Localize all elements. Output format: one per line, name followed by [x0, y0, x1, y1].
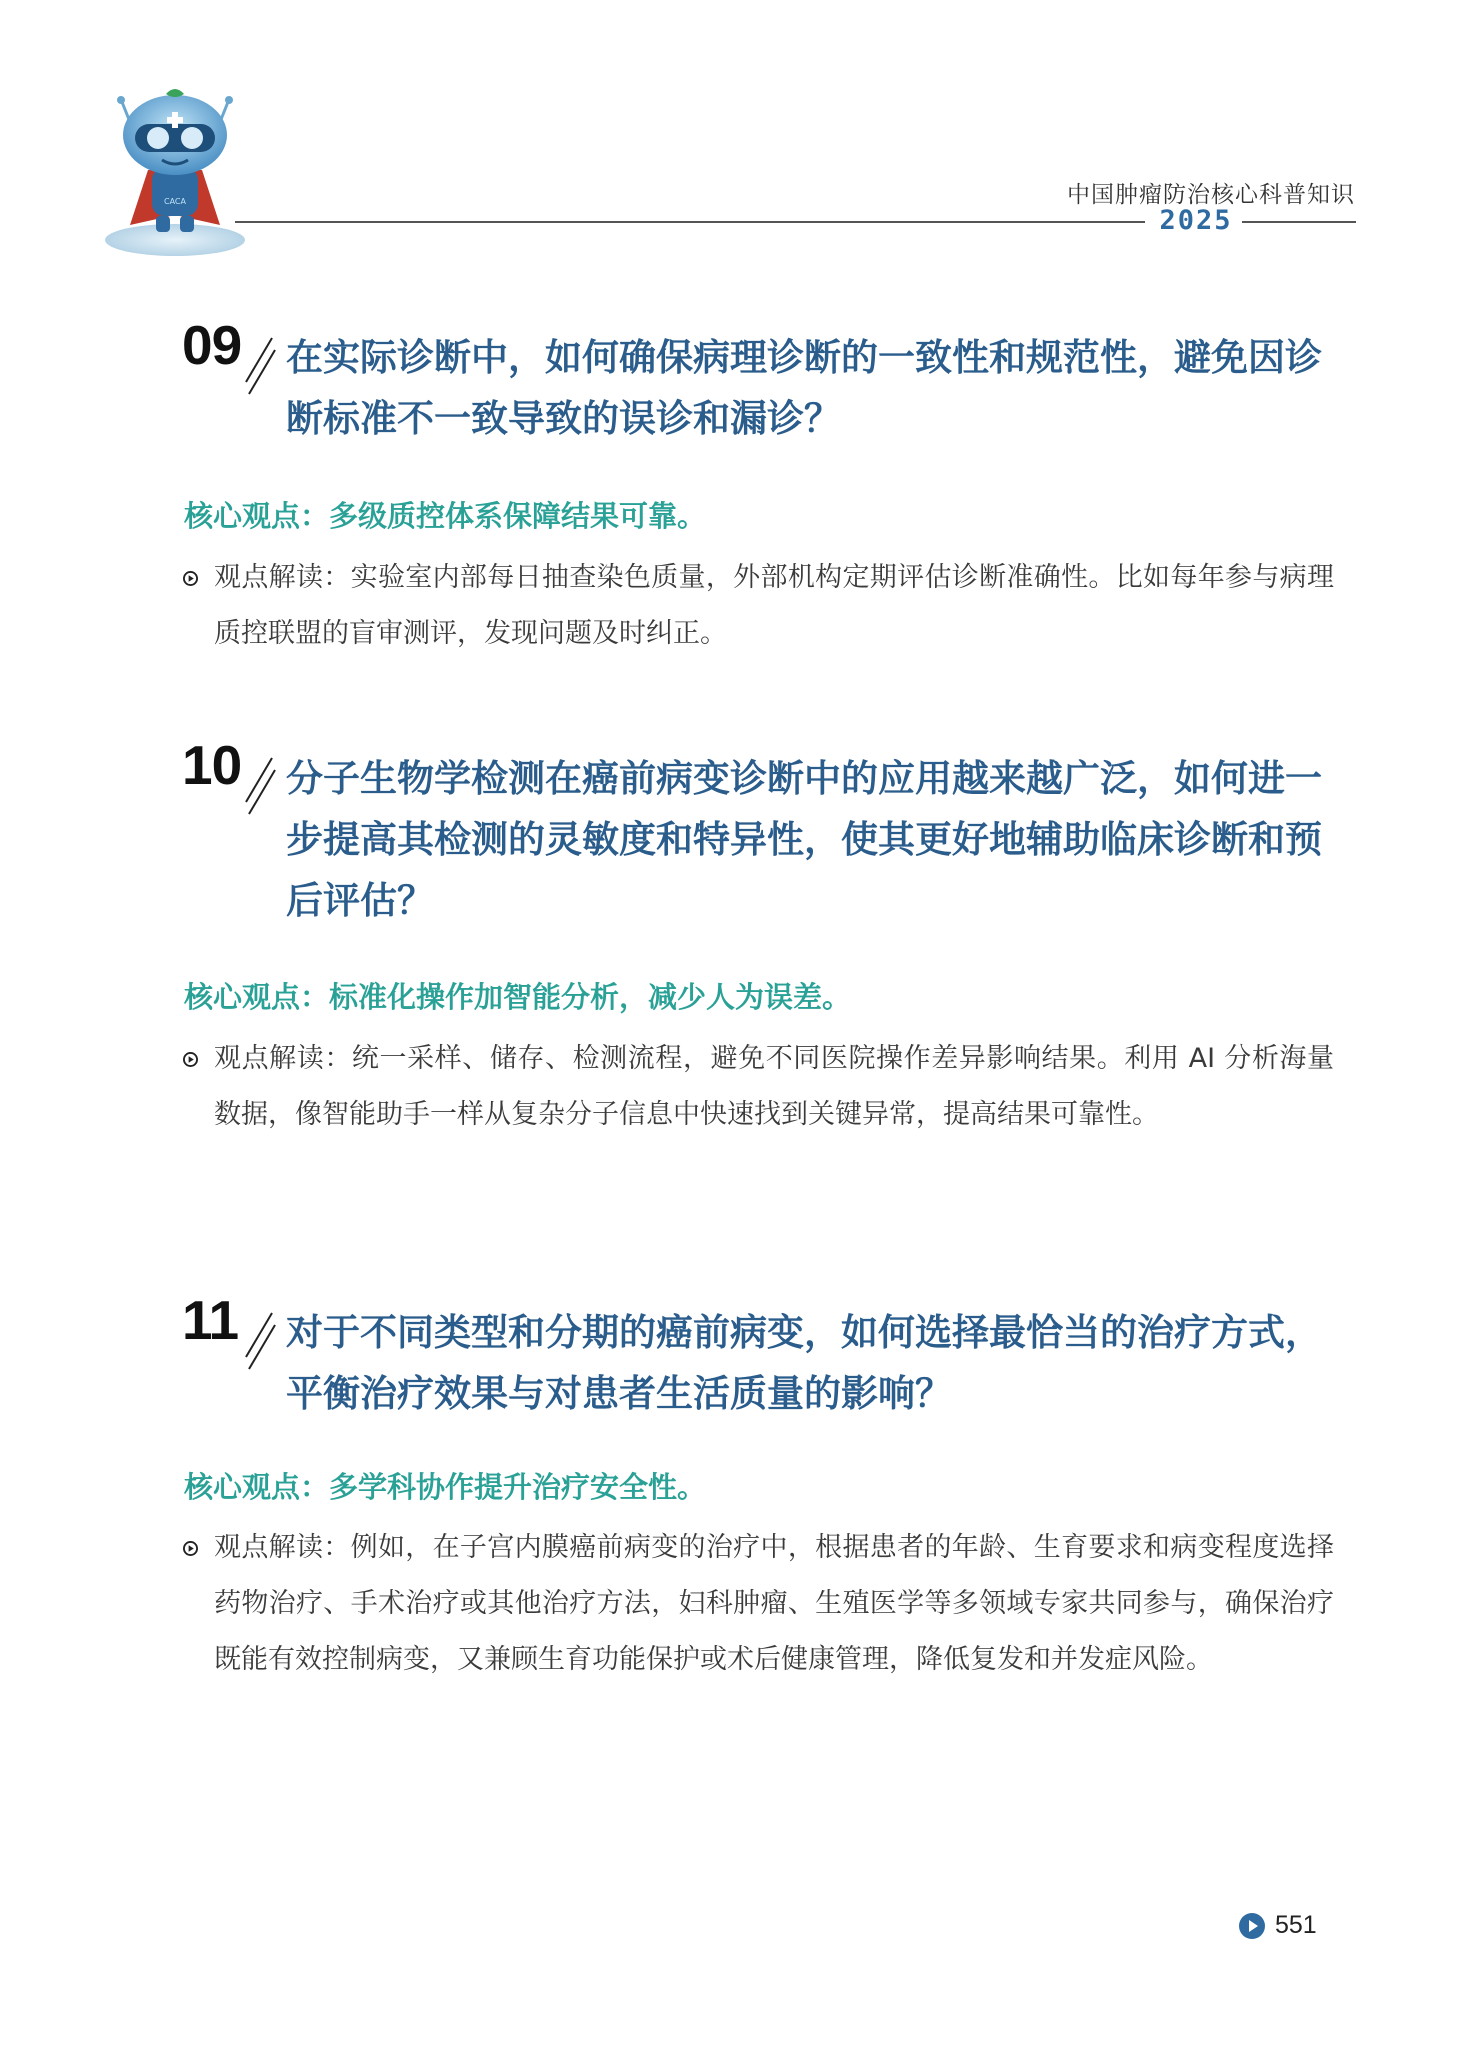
- page-number: 551: [1275, 1911, 1317, 1939]
- core-point: 核心观点：多级质控体系保障结果可靠。: [184, 499, 707, 533]
- interpretation-text: 观点解读：统一采样、储存、检测流程，避免不同医院操作差异影响结果。利用 AI 分析海量数据，像智能助手一样从复杂分子信息中快速找到关键异常，提高结果可靠性。: [214, 1043, 1334, 1130]
- svg-text:CACA: CACA: [164, 197, 186, 206]
- question-title: 对于不同类型和分期的癌前病变，如何选择最恰当的治疗方式，平衡治疗效果与对患者生活质量的影响？: [286, 1311, 1322, 1415]
- question-number: 10: [182, 734, 242, 796]
- play-bullet-icon: [183, 1541, 198, 1556]
- core-point: 核心观点：多学科协作提升治疗安全性。: [184, 1470, 707, 1504]
- slash-divider-icon: [242, 756, 276, 818]
- interpretation-text: 观点解读：例如，在子宫内膜癌前病变的治疗中，根据患者的年龄、生育要求和病变程度选择药物治疗、手术治疗或其他治疗方法，妇科肿瘤、生殖医学等多领域专家共同参与，确保治疗既能有效控制病变，又兼顾生育功能保护或术后健康管理，降低复发和并发症风险。: [214, 1532, 1334, 1675]
- question-number: 11: [182, 1289, 239, 1351]
- question-title: 分子生物学检测在癌前病变诊断中的应用越来越广泛，如何进一步提高其检测的灵敏度和特异性，使其更好地辅助临床诊断和预后评估？: [286, 757, 1322, 922]
- play-bullet-icon: [183, 571, 198, 586]
- mascot-robot-illustration: [100, 80, 250, 260]
- header-divider-line-right: [1242, 221, 1356, 223]
- question-title: 在实际诊断中，如何确保病理诊断的一致性和规范性，避免因诊断标准不一致导致的误诊和漏诊？: [286, 336, 1322, 440]
- header-book-title: 中国肿瘤防治核心科普知识: [1067, 182, 1355, 208]
- core-point: 核心观点：标准化操作加智能分析，减少人为误差。: [184, 980, 852, 1014]
- slash-divider-icon: [242, 1311, 276, 1373]
- question-number: 09: [182, 314, 242, 376]
- page-play-icon: [1238, 1912, 1266, 1940]
- header-year: 2025: [1159, 205, 1233, 236]
- header-divider-line: [235, 221, 1145, 223]
- interpretation-text: 观点解读：实验室内部每日抽查染色质量，外部机构定期评估诊断准确性。比如每年参与病理质控联盟的盲审测评，发现问题及时纠正。: [214, 562, 1334, 649]
- play-bullet-icon: [183, 1052, 198, 1067]
- slash-divider-icon: [242, 336, 276, 398]
